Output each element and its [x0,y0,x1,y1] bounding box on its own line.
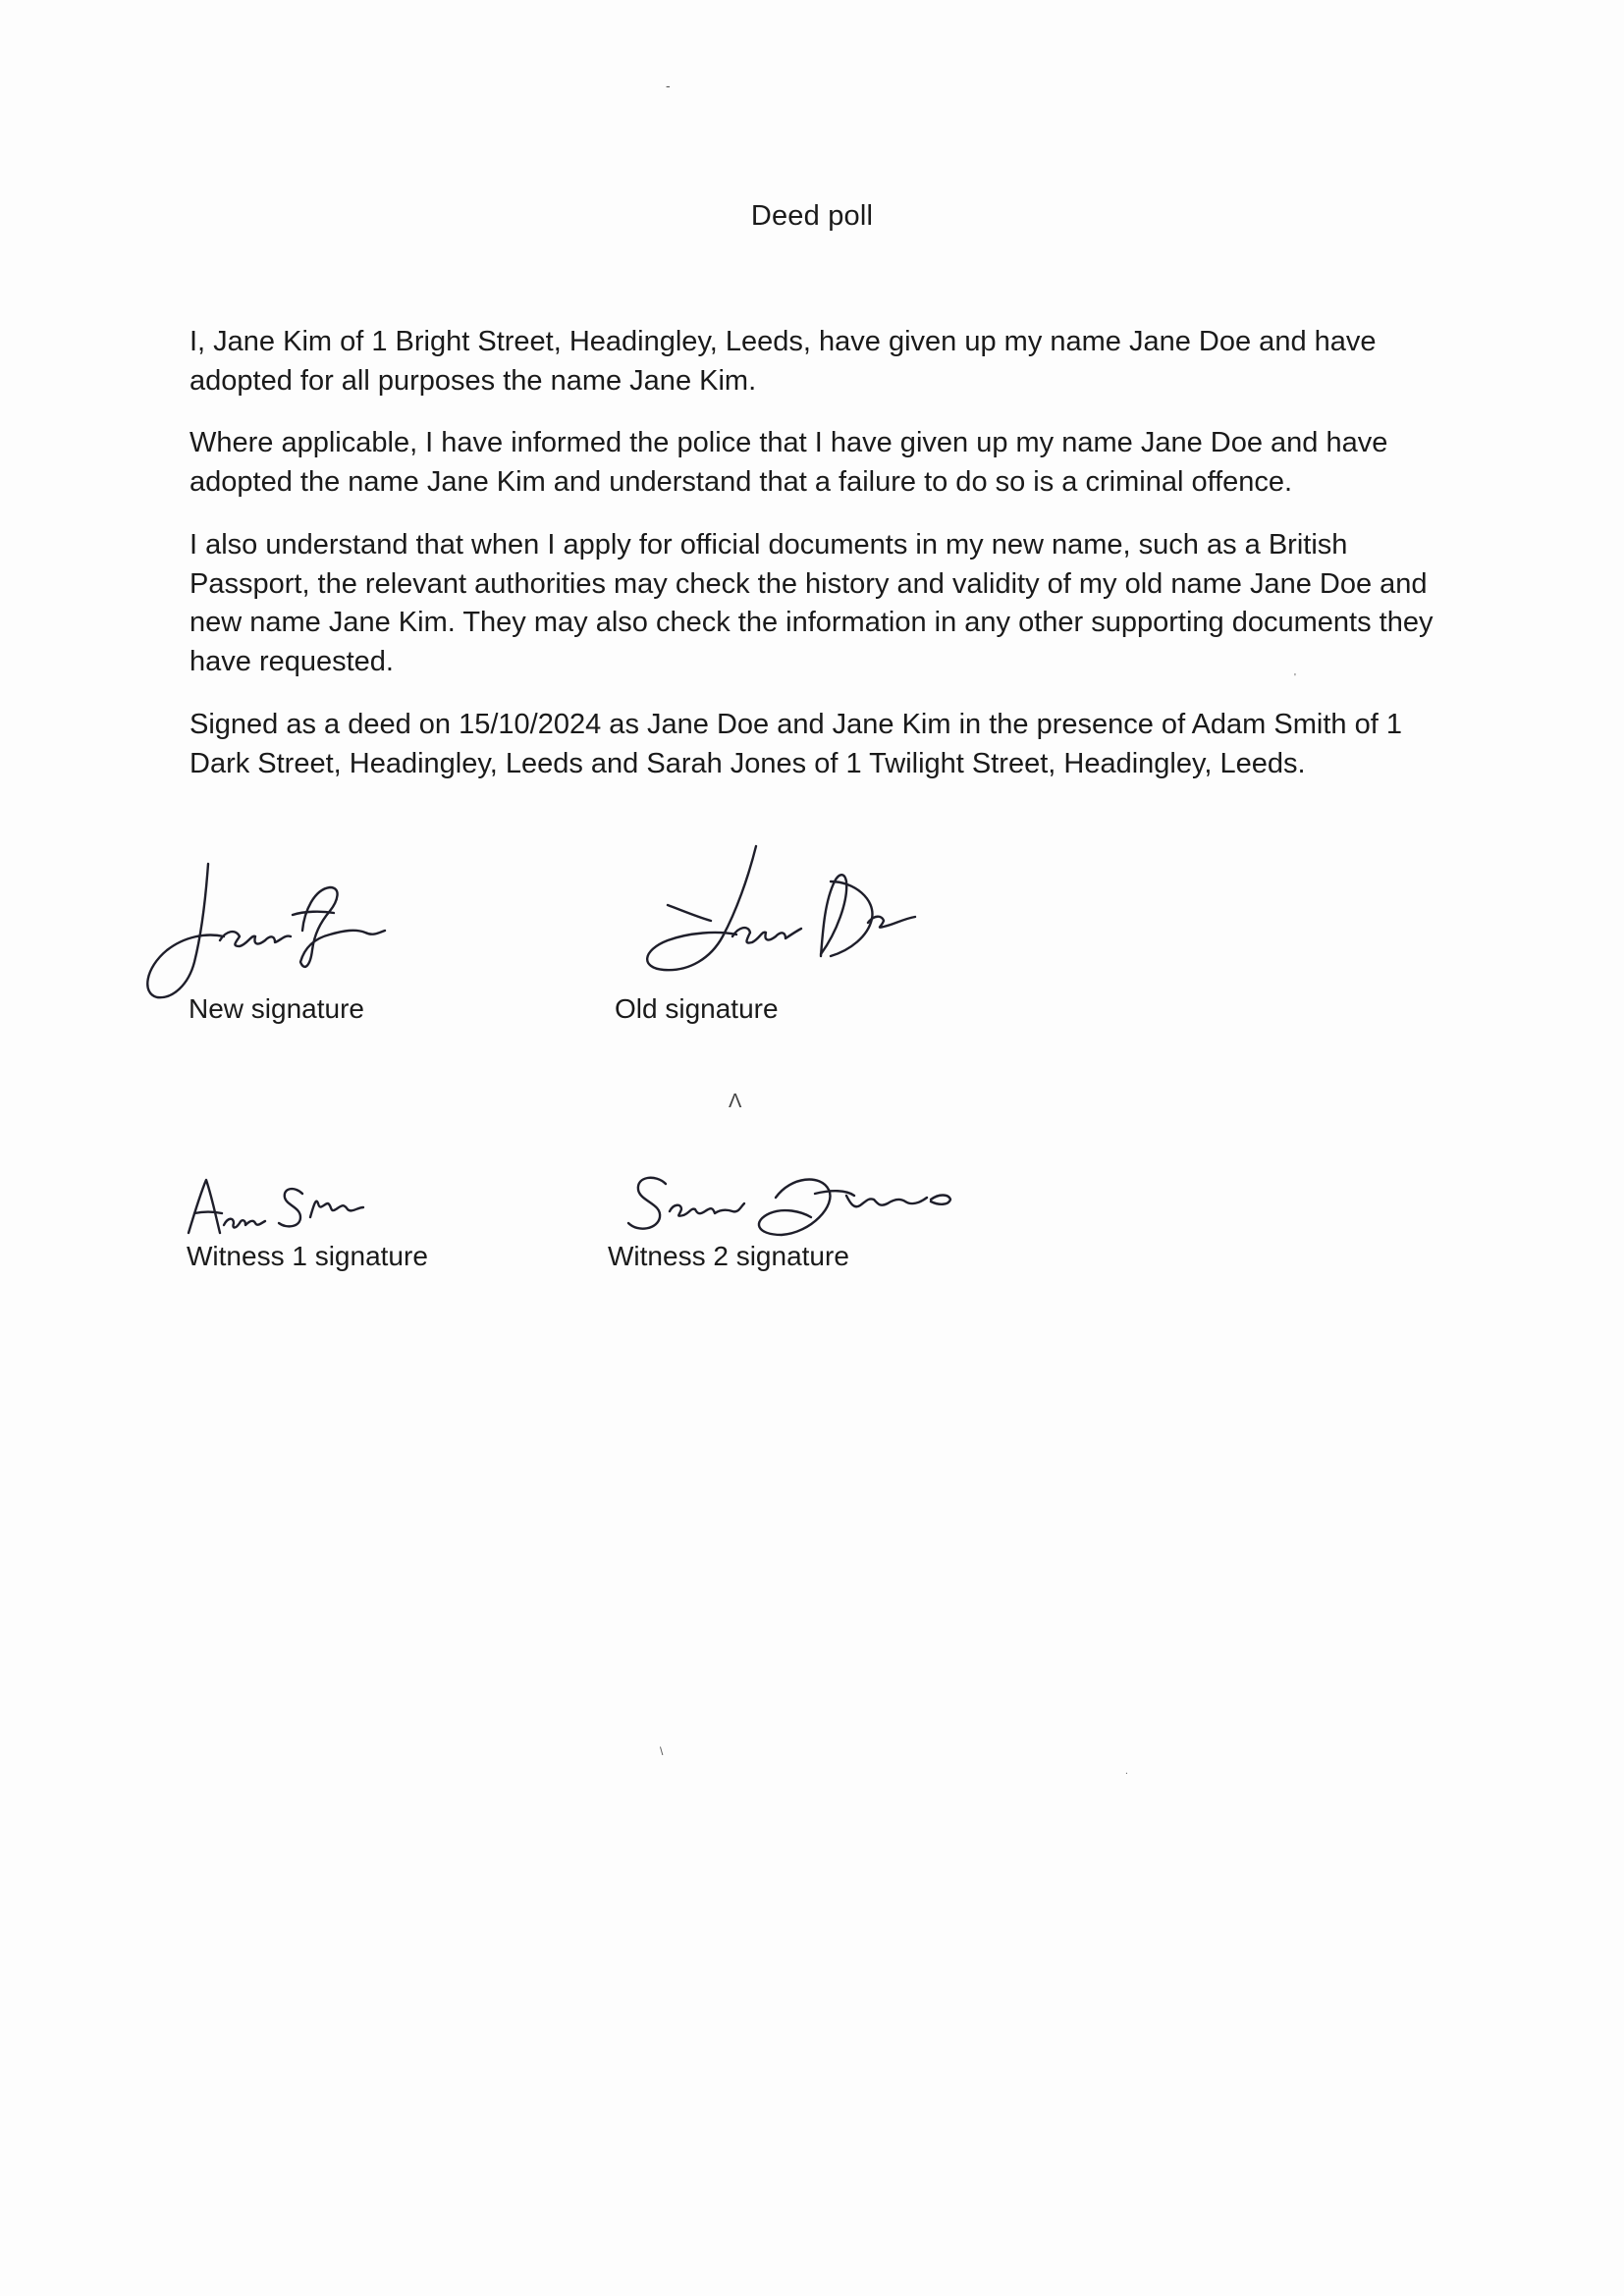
old-signature-image [628,842,943,989]
new-signature-label: New signature [189,993,364,1024]
document-title: Deed poll [750,200,874,232]
paragraph-police-notice [189,424,1436,502]
paragraph-signed-as-deed [189,706,1436,783]
witness-1-signature-image [177,1174,393,1243]
paragraph-name-change [189,323,1436,400]
scan-speck: ' [1294,672,1296,683]
paragraph-text: Where applicable, I have informed the police that I have given up my name Jane Doe and have adopted the name Jane Kim and understand that a failure to do so is a criminal offence. [189,427,1388,498]
paragraph-text: Signed as a deed on 15/10/2024 as Jane Doe and Jane Kim in the presence of Adam Smith of 1 Dark Street, Headingley, Leeds and Sarah Jones of 1 Twilight Street, Headingley, Leeds. [189,709,1402,779]
witness-2-signature-image [619,1164,972,1253]
new-signature-image [137,852,412,1009]
paragraph-text: I also understand that when I apply for official documents in my new name, such as a British Passport, the relevant authorities may check the history and validity of my old name Jane Doe and new name Jane Kim. They may also check the information in any other supporting documents they have requested. [189,529,1434,677]
paragraph-text: I, Jane Kim of 1 Bright Street, Headingley, Leeds, have given up my name Jane Doe and have adopted for all purposes the name Jane Kim. [189,326,1377,397]
scan-speck: - [666,78,671,93]
scan-mark: Λ [729,1091,742,1112]
witness-1-signature-label: Witness 1 signature [187,1241,428,1271]
scan-speck: . [1125,1766,1128,1777]
scan-speck: \ [660,1744,664,1758]
old-signature-label: Old signature [615,993,779,1024]
paragraph-official-documents [189,526,1436,681]
witness-2-signature-label: Witness 2 signature [608,1241,849,1271]
